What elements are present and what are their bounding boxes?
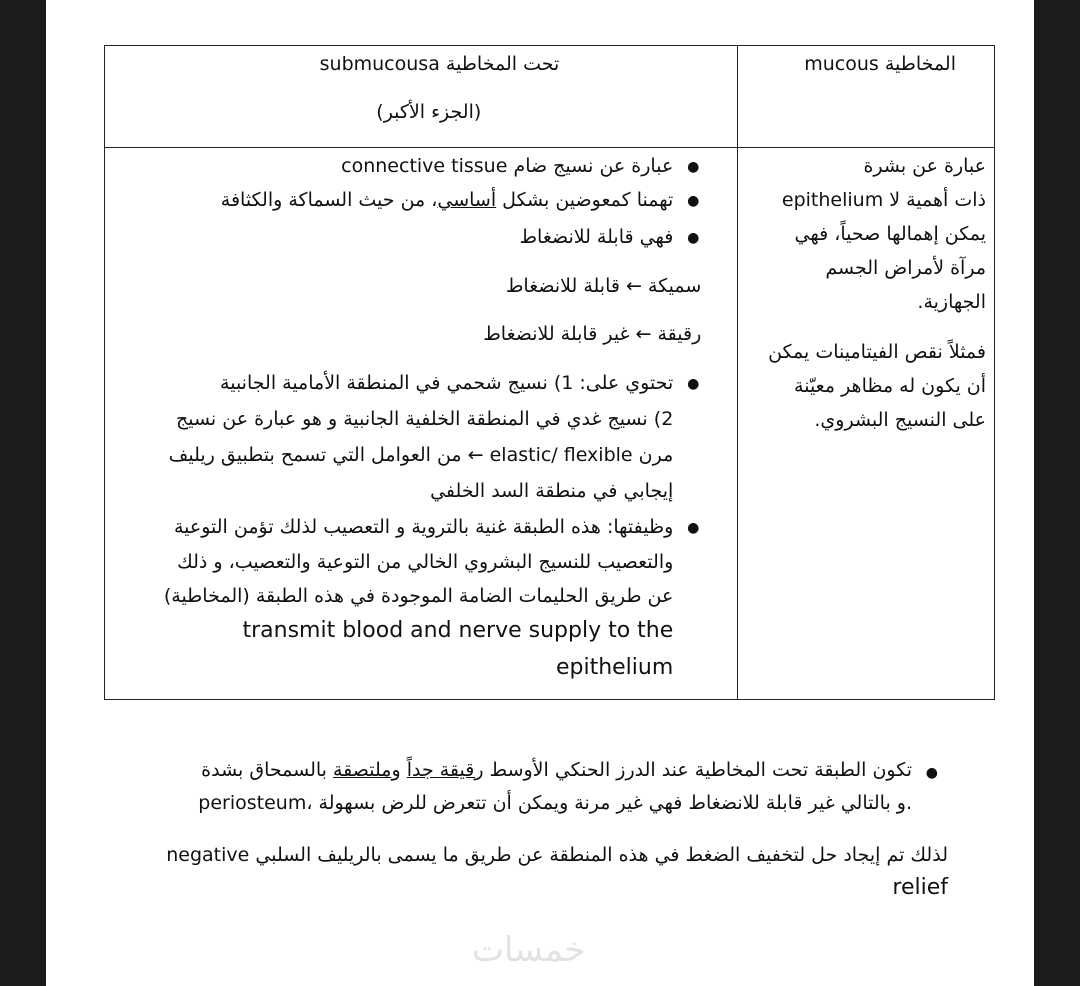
submucosa-bullet-5-line-3: عن طريق الحليمات الضامة الموجودة في هذه الطبقة (المخاطية) — [163, 585, 674, 607]
submucosa-bullet-4-line-3: مرن elastic/ flexible ← من العوامل التي تسمح بتطبيق ريليف — [168, 444, 674, 466]
mucous-p2-line-2: أن يكون له مظاهر معيّنة — [794, 375, 986, 397]
thin-incompressible-line: رقيقة ← غير قابلة للانضغاط — [483, 323, 702, 345]
mucous-p1-line-3: يمكن إهمالها صحياً، فهي — [794, 223, 986, 245]
submucosa-bullet-5-english-2: epithelium — [555, 655, 674, 680]
header-submucosa-subtitle: (الجزء الأكبر) — [376, 101, 482, 123]
submucosa-cell — [105, 148, 738, 700]
submucosa-bullet-4-line-4: إيجابي في منطقة السد الخلفي — [430, 480, 674, 502]
palatal-suture-line-1: تكون الطبقة تحت المخاطية عند الدرز الحنكي الأوسط رقيقة جداً وملتصقة بالسمحاق بشدة — [201, 759, 912, 781]
submucosa-bullet-5-line-2: والتعصيب للنسيج البشروي الخالي من التوعية والتعصيب، و ذلك — [177, 551, 674, 573]
header-submucosa-title: تحت المخاطية submucousa — [319, 53, 560, 75]
mucous-p2-line-3: على النسيج البشروي. — [814, 409, 986, 431]
negative-relief-para-line-2: relief — [892, 875, 948, 900]
bullet-dot: ● — [687, 159, 700, 175]
submucosa-bullet-2: تهمنا كمعوضين بشكل أساسي، من حيث السماكة والكثافة — [220, 189, 674, 211]
submucosa-bullet-3: فهي قابلة للانضغاط — [519, 226, 674, 248]
thick-compressible-line: سميكة ← قابلة للانضغاط — [505, 275, 702, 297]
submucosa-bullet-4-line-2: 2) نسيج غدي في المنطقة الخلفية الجانبية و هو عبارة عن نسيج — [175, 408, 674, 430]
watermark: خمسات — [472, 930, 586, 970]
bullet-dot: ● — [925, 765, 938, 781]
submucosa-bullet-1: عبارة عن نسيج ضام connective tissue — [341, 155, 674, 177]
submucosa-bullet-5-english-1: transmit blood and nerve supply to the — [242, 618, 674, 643]
submucosa-bullet-4-line-1: تحتوي على: 1) نسيج شحمي في المنطقة الأمامية الجانبية — [220, 372, 674, 394]
bullet-dot: ● — [687, 520, 700, 536]
mucous-p1-line-2: epithelium ذات أهمية لا — [781, 189, 986, 211]
mucous-p2-line-1: فمثلاً نقص الفيتامينات يمكن — [768, 341, 986, 363]
mucous-p1-line-1: عبارة عن بشرة — [863, 155, 986, 177]
header-cell-submucosa — [105, 46, 738, 148]
palatal-suture-line-2: periosteum، و بالتالي غير قابلة للانضغاط فهي غير مرنة ويمكن أن تتعرض للرض بسهولة. — [198, 792, 912, 814]
header-mucous-title: المخاطية mucous — [804, 53, 956, 75]
bullet-dot: ● — [687, 230, 700, 246]
bullet-dot: ● — [687, 193, 700, 209]
document-page — [46, 0, 1034, 986]
mucous-p1-line-4: مرآة لأمراض الجسم — [825, 257, 986, 279]
comparison-table — [104, 45, 995, 700]
header-cell-mucous — [738, 46, 995, 148]
mucous-cell — [738, 148, 995, 700]
negative-relief-para-line-1: لذلك تم إيجاد حل لتخفيف الضغط في هذه المنطقة عن طريق ما يسمى بالريليف السلبي negative — [166, 844, 948, 866]
submucosa-bullet-5-line-1: وظيفتها: هذه الطبقة غنية بالتروية و التعصيب لذلك تؤمن التوعية — [173, 516, 674, 538]
mucous-p1-line-5: الجهازية. — [917, 291, 986, 313]
bullet-dot: ● — [687, 376, 700, 392]
